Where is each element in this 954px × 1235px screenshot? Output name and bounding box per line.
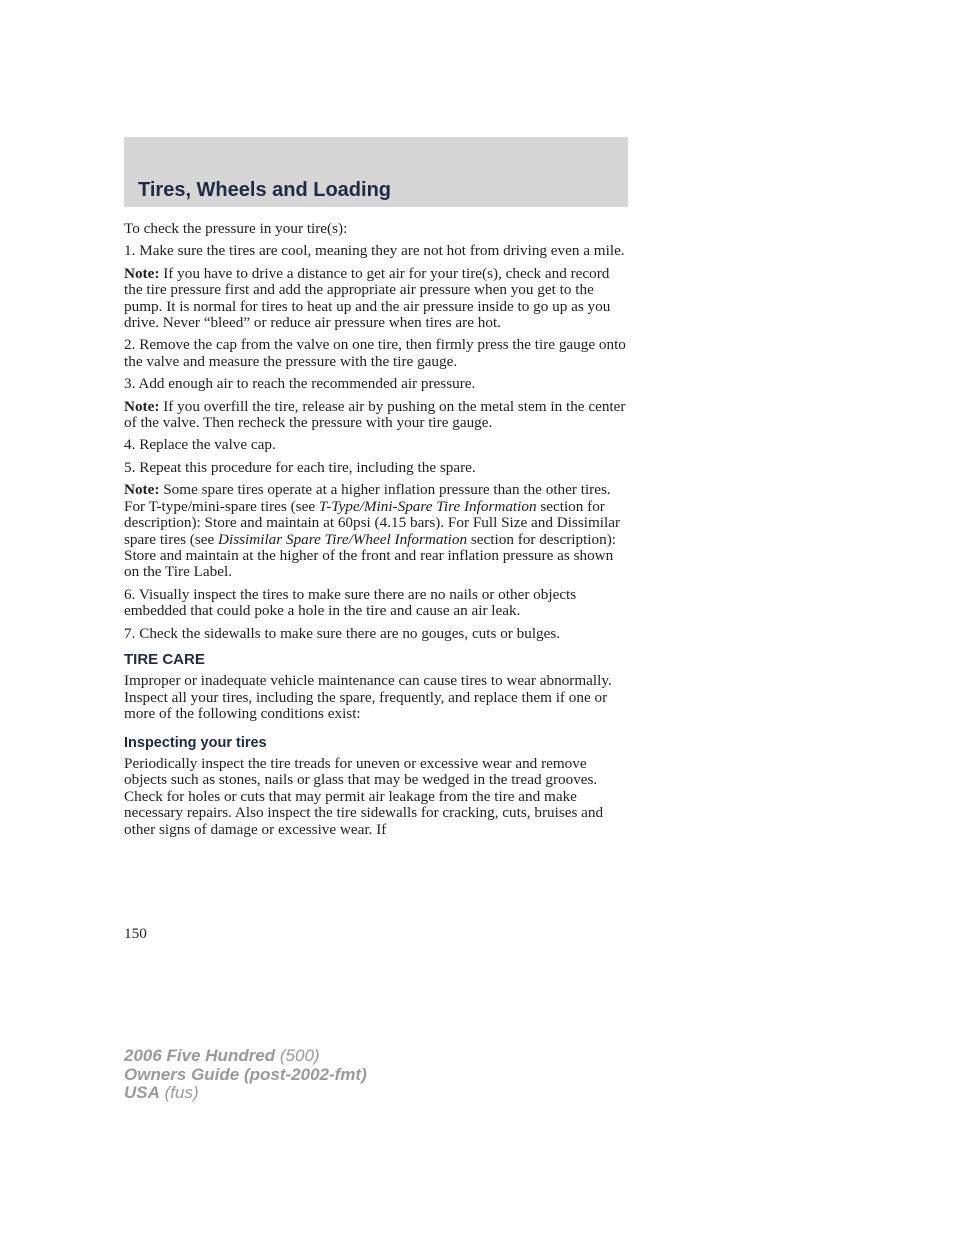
tire-care-paragraph: Improper or inadequate vehicle maintenance can cause tires to wear abnormally. Inspect all your tires, including the spare, frequently, and replace them if one or more of the following conditions exist: bbox=[124, 672, 612, 723]
cross-reference: T-Type/Mini-Spare Tire Information bbox=[318, 497, 537, 515]
step-7: 7. Check the sidewalls to make sure there are no gouges, cuts or bulges. bbox=[124, 624, 561, 642]
footer-model: 2006 Five Hundred bbox=[124, 1046, 276, 1065]
note-text: If you overfill the tire, release air by pushing on the metal stem in the center of the valve. Then recheck the pressure with your tire gauge. bbox=[124, 397, 626, 432]
tire-care-heading: TIRE CARE bbox=[124, 650, 205, 668]
note-text: Some spare tires operate at a higher inflation pressure than the other tires. For T-type/mini-spare tires (see bbox=[124, 481, 611, 515]
note-text: section for description): Store and maintain at the higher of the front and rear inflation pressure as shown on the Tire Label. bbox=[124, 530, 616, 581]
footer-market-code: (fus) bbox=[159, 1083, 199, 1102]
page-number: 150 bbox=[124, 925, 147, 942]
inspecting-paragraph: Periodically inspect the tire treads for uneven or excessive wear and remove objects such as stones, nails or glass that may be wedged in the tread grooves. Check for holes or cuts that may permit air leakage from the tire and make necessary repairs. Also inspect the tire sidewalls for cracking, cuts, bruises and other signs of damage or excessive wear. If bbox=[124, 754, 604, 838]
cross-reference: Dissimilar Spare Tire/Wheel Information bbox=[218, 530, 468, 548]
note-1 bbox=[124, 266, 628, 332]
footer-line-2 bbox=[124, 1066, 367, 1085]
note-text: If you have to drive a distance to get air for your tire(s), check and record the tire pressure first and add the appropriate air pressure when you get to the pump. It is normal for tires to heat up and the air pressure inside to go up as you drive. Never “bleed” or reduce air pressure when tires are hot. bbox=[124, 264, 611, 332]
footer-market: USA bbox=[124, 1083, 160, 1102]
footer-line-3 bbox=[124, 1084, 367, 1103]
section-header-band bbox=[124, 137, 628, 207]
note-label: Note: bbox=[124, 264, 160, 282]
page-content bbox=[124, 221, 628, 844]
note-label: Note: bbox=[124, 397, 160, 415]
note-text: section for description): Store and maintain at 60psi (4.15 bars). For Full Size and Dissimilar spare tires (see bbox=[124, 497, 621, 548]
note-label: Note: bbox=[124, 481, 160, 499]
inspecting-heading: Inspecting your tires bbox=[124, 734, 267, 751]
step-4: 4. Replace the valve cap. bbox=[124, 436, 276, 454]
document-footer bbox=[124, 1047, 367, 1103]
footer-model-code: (500) bbox=[275, 1046, 320, 1065]
step-5: 5. Repeat this procedure for each tire, including the spare. bbox=[124, 458, 476, 476]
step-1: 1. Make sure the tires are cool, meaning they are not hot from driving even a mile. bbox=[124, 242, 625, 260]
intro-paragraph: To check the pressure in your tire(s): bbox=[124, 220, 348, 237]
footer-guide: Owners Guide (post-2002-fmt) bbox=[124, 1064, 367, 1084]
step-6: 6. Visually inspect the tires to make sure there are no nails or other objects embedded that could poke a hole in the tire and cause an air leak. bbox=[124, 585, 577, 620]
step-3: 3. Add enough air to reach the recommended air pressure. bbox=[124, 375, 476, 393]
step-2: 2. Remove the cap from the valve on one tire, then firmly press the tire gauge onto the valve and measure the pressure with the tire gauge. bbox=[124, 336, 626, 370]
note-2 bbox=[124, 399, 628, 432]
note-3 bbox=[124, 482, 628, 580]
footer-line-1 bbox=[124, 1047, 367, 1066]
section-title: Tires, Wheels and Loading bbox=[138, 179, 392, 201]
